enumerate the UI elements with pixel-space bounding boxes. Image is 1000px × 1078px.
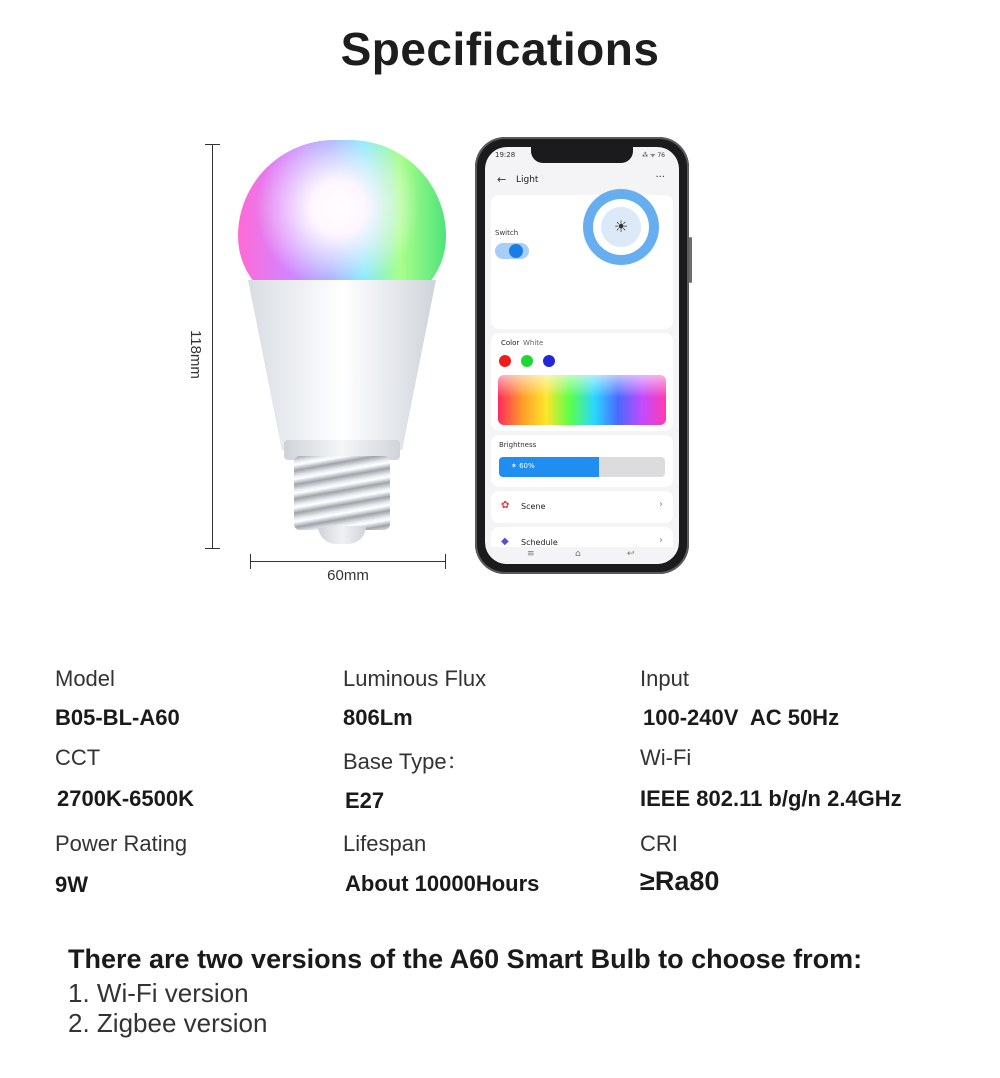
- chevron-right-icon: ›: [659, 535, 663, 546]
- brightness-card: [491, 435, 673, 487]
- status-time: 19:28: [495, 151, 516, 159]
- phone-mockup: [475, 137, 689, 574]
- spec-label: Model: [55, 666, 115, 691]
- bulb-tip: [318, 526, 366, 544]
- bulb-screw-base: [294, 456, 390, 530]
- height-dimension-line: [212, 144, 213, 548]
- height-dimension-cap: [205, 548, 220, 549]
- color-dot-blue[interactable]: [543, 355, 555, 367]
- height-dimension-label: 118mm: [187, 330, 204, 379]
- home-icon[interactable]: ⌂: [575, 549, 581, 559]
- spec-value: About 10000Hours: [345, 871, 540, 896]
- scene-row[interactable]: [491, 491, 673, 523]
- spec-label: Power Rating: [55, 831, 188, 856]
- spec-value: E27: [345, 788, 385, 813]
- color-card: [491, 333, 673, 431]
- color-dot-green[interactable]: [521, 355, 533, 367]
- scene-label: Scene: [521, 502, 546, 511]
- phone-notch: [531, 147, 633, 163]
- schedule-icon: ◆: [501, 536, 509, 547]
- version-item: 1. Wi-Fi version: [68, 978, 249, 1008]
- spec-label: Lifespan: [343, 831, 427, 856]
- return-icon[interactable]: ↩: [627, 549, 635, 559]
- spec-value: 9W: [55, 872, 88, 897]
- menu-icon[interactable]: ≡: [527, 549, 535, 559]
- height-dimension-cap: [205, 144, 220, 145]
- spec-value: 2700K-6500K: [57, 786, 194, 811]
- spec-value: IEEE 802.11 b/g/n 2.4GHz: [640, 786, 902, 811]
- phone-screen: [485, 147, 679, 564]
- spec-label: Wi-Fi: [640, 745, 692, 770]
- width-dimension-line: [250, 561, 446, 562]
- width-dimension-label: 60mm: [327, 567, 369, 584]
- versions-heading: There are two versions of the A60 Smart Bulb to choose from:: [68, 944, 863, 974]
- back-arrow-icon[interactable]: ←: [497, 173, 507, 186]
- status-icons: ⁂ ᯤ 76: [642, 152, 665, 159]
- tab-color[interactable]: Color: [501, 339, 520, 347]
- brightness-label: Brightness: [499, 441, 537, 449]
- spec-label: Luminous Flux: [343, 666, 487, 691]
- lightbulb-icon[interactable]: ☀: [601, 207, 641, 247]
- scene-icon: ✿: [501, 500, 510, 511]
- spec-value: B05-BL-A60: [55, 705, 180, 730]
- power-toggle-knob[interactable]: [509, 244, 523, 258]
- schedule-label: Schedule: [521, 538, 558, 547]
- spec-label: Input: [640, 666, 689, 691]
- spec-label: Base Type：: [343, 749, 469, 774]
- spec-label: CCT: [55, 745, 101, 770]
- spec-value: 806Lm: [343, 705, 413, 730]
- color-dot-red[interactable]: [499, 355, 511, 367]
- spec-value: ≥Ra80: [640, 866, 720, 896]
- phone-side-button: [689, 237, 692, 283]
- tab-white[interactable]: White: [523, 339, 544, 347]
- more-icon[interactable]: ···: [655, 172, 665, 183]
- switch-label: Switch: [495, 229, 519, 237]
- brightness-value: ✶ 60%: [511, 462, 535, 470]
- spec-label: CRI: [640, 831, 678, 856]
- phone-nav-bar: [485, 547, 679, 564]
- bulb-illustration: [180, 140, 470, 600]
- page-title: Specifications: [340, 23, 660, 75]
- chevron-right-icon: ›: [659, 499, 663, 510]
- version-item: 2. Zigbee version: [68, 1008, 268, 1038]
- spec-value: 100-240V AC 50Hz: [643, 705, 840, 730]
- brightness-slider[interactable]: [499, 457, 665, 477]
- app-title: Light: [516, 175, 539, 185]
- bulb-body: [248, 280, 436, 450]
- color-spectrum-picker[interactable]: [498, 375, 666, 425]
